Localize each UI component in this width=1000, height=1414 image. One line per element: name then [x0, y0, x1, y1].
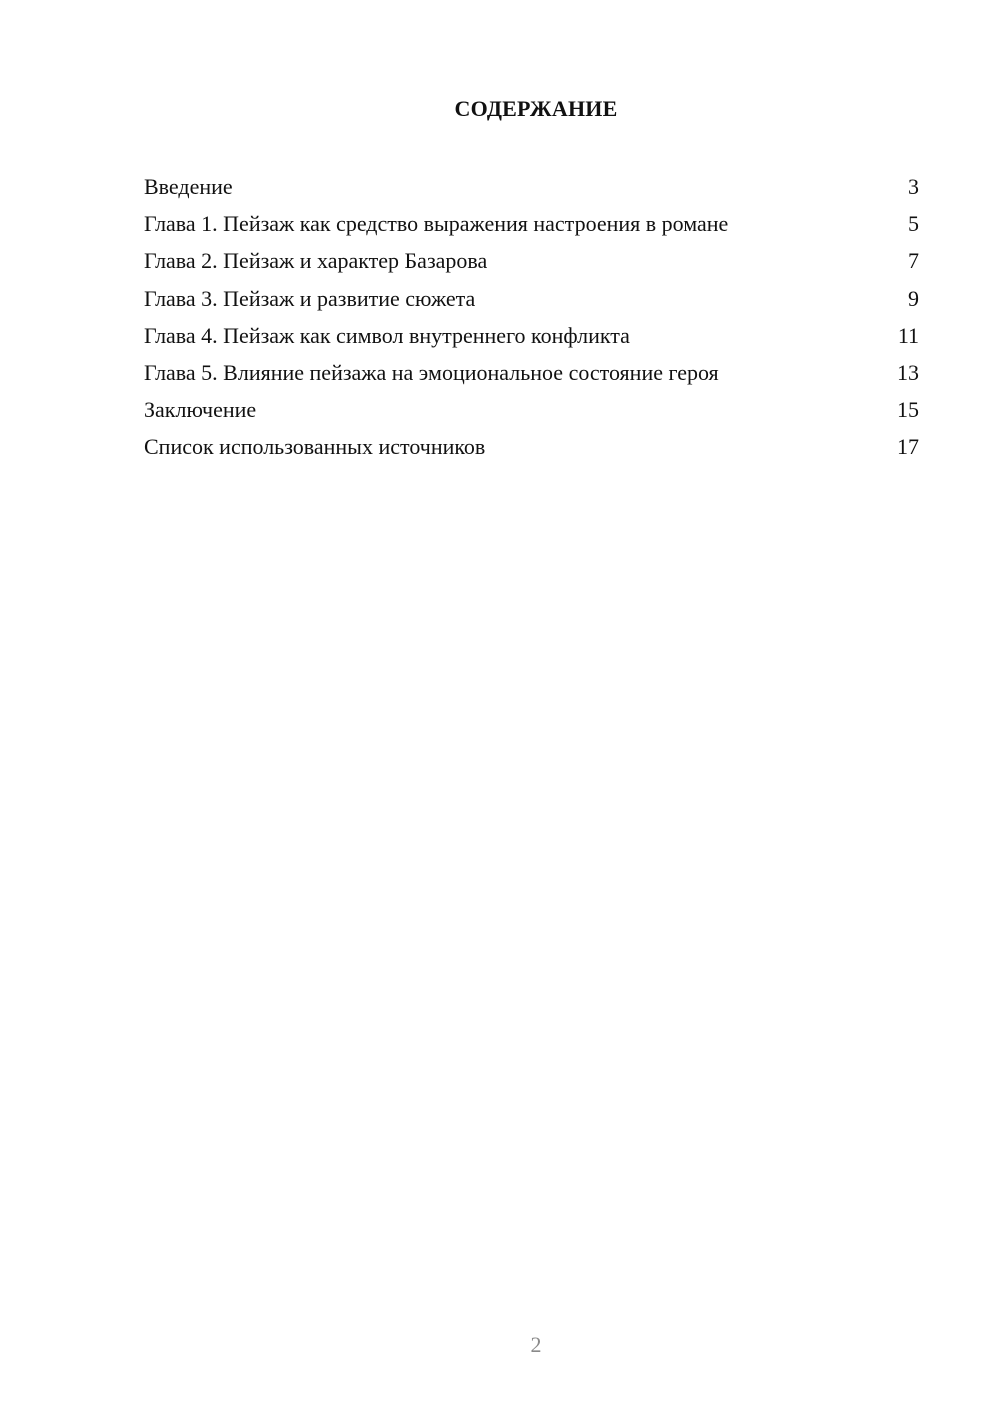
toc-item-chapter-2	[144, 242, 919, 279]
toc-item-label: Глава 2. Пейзаж и характер Базарова	[144, 248, 488, 274]
toc-item-label: Глава 1. Пейзаж как средство выражения настроения в романе	[144, 211, 729, 237]
toc-item-label: Введение	[144, 174, 233, 199]
toc-item-page: 3	[908, 174, 919, 199]
table-of-contents	[144, 168, 919, 466]
toc-item-page: 11	[897, 322, 919, 348]
toc-item-references	[144, 428, 919, 465]
toc-item-page: 7	[908, 248, 919, 274]
toc-item-conclusion	[144, 391, 919, 428]
toc-item-label: Список использованных источников	[144, 434, 486, 460]
toc-item-chapter-3	[144, 280, 919, 317]
toc-item-label: Глава 4. Пейзаж как символ внутреннего конфликта	[144, 322, 630, 348]
page-number: 2	[530, 1332, 542, 1357]
page-title: СОДЕРЖАНИЕ	[454, 96, 618, 121]
toc-item-label: Глава 3. Пейзаж и развитие сюжета	[144, 285, 476, 311]
toc-item-page: 15	[897, 397, 919, 423]
toc-item-label: Глава 5. Влияние пейзажа на эмоциональное состояние героя	[144, 359, 719, 385]
toc-item-label: Заключение	[144, 397, 257, 423]
toc-item-page: 13	[897, 359, 919, 385]
toc-item-page: 17	[897, 434, 919, 460]
toc-item-introduction	[144, 168, 919, 205]
toc-item-chapter-4	[144, 317, 919, 354]
toc-item-chapter-1	[144, 205, 919, 242]
toc-item-chapter-5	[144, 354, 919, 391]
toc-item-page: 9	[908, 285, 919, 311]
toc-item-page: 5	[908, 211, 919, 237]
